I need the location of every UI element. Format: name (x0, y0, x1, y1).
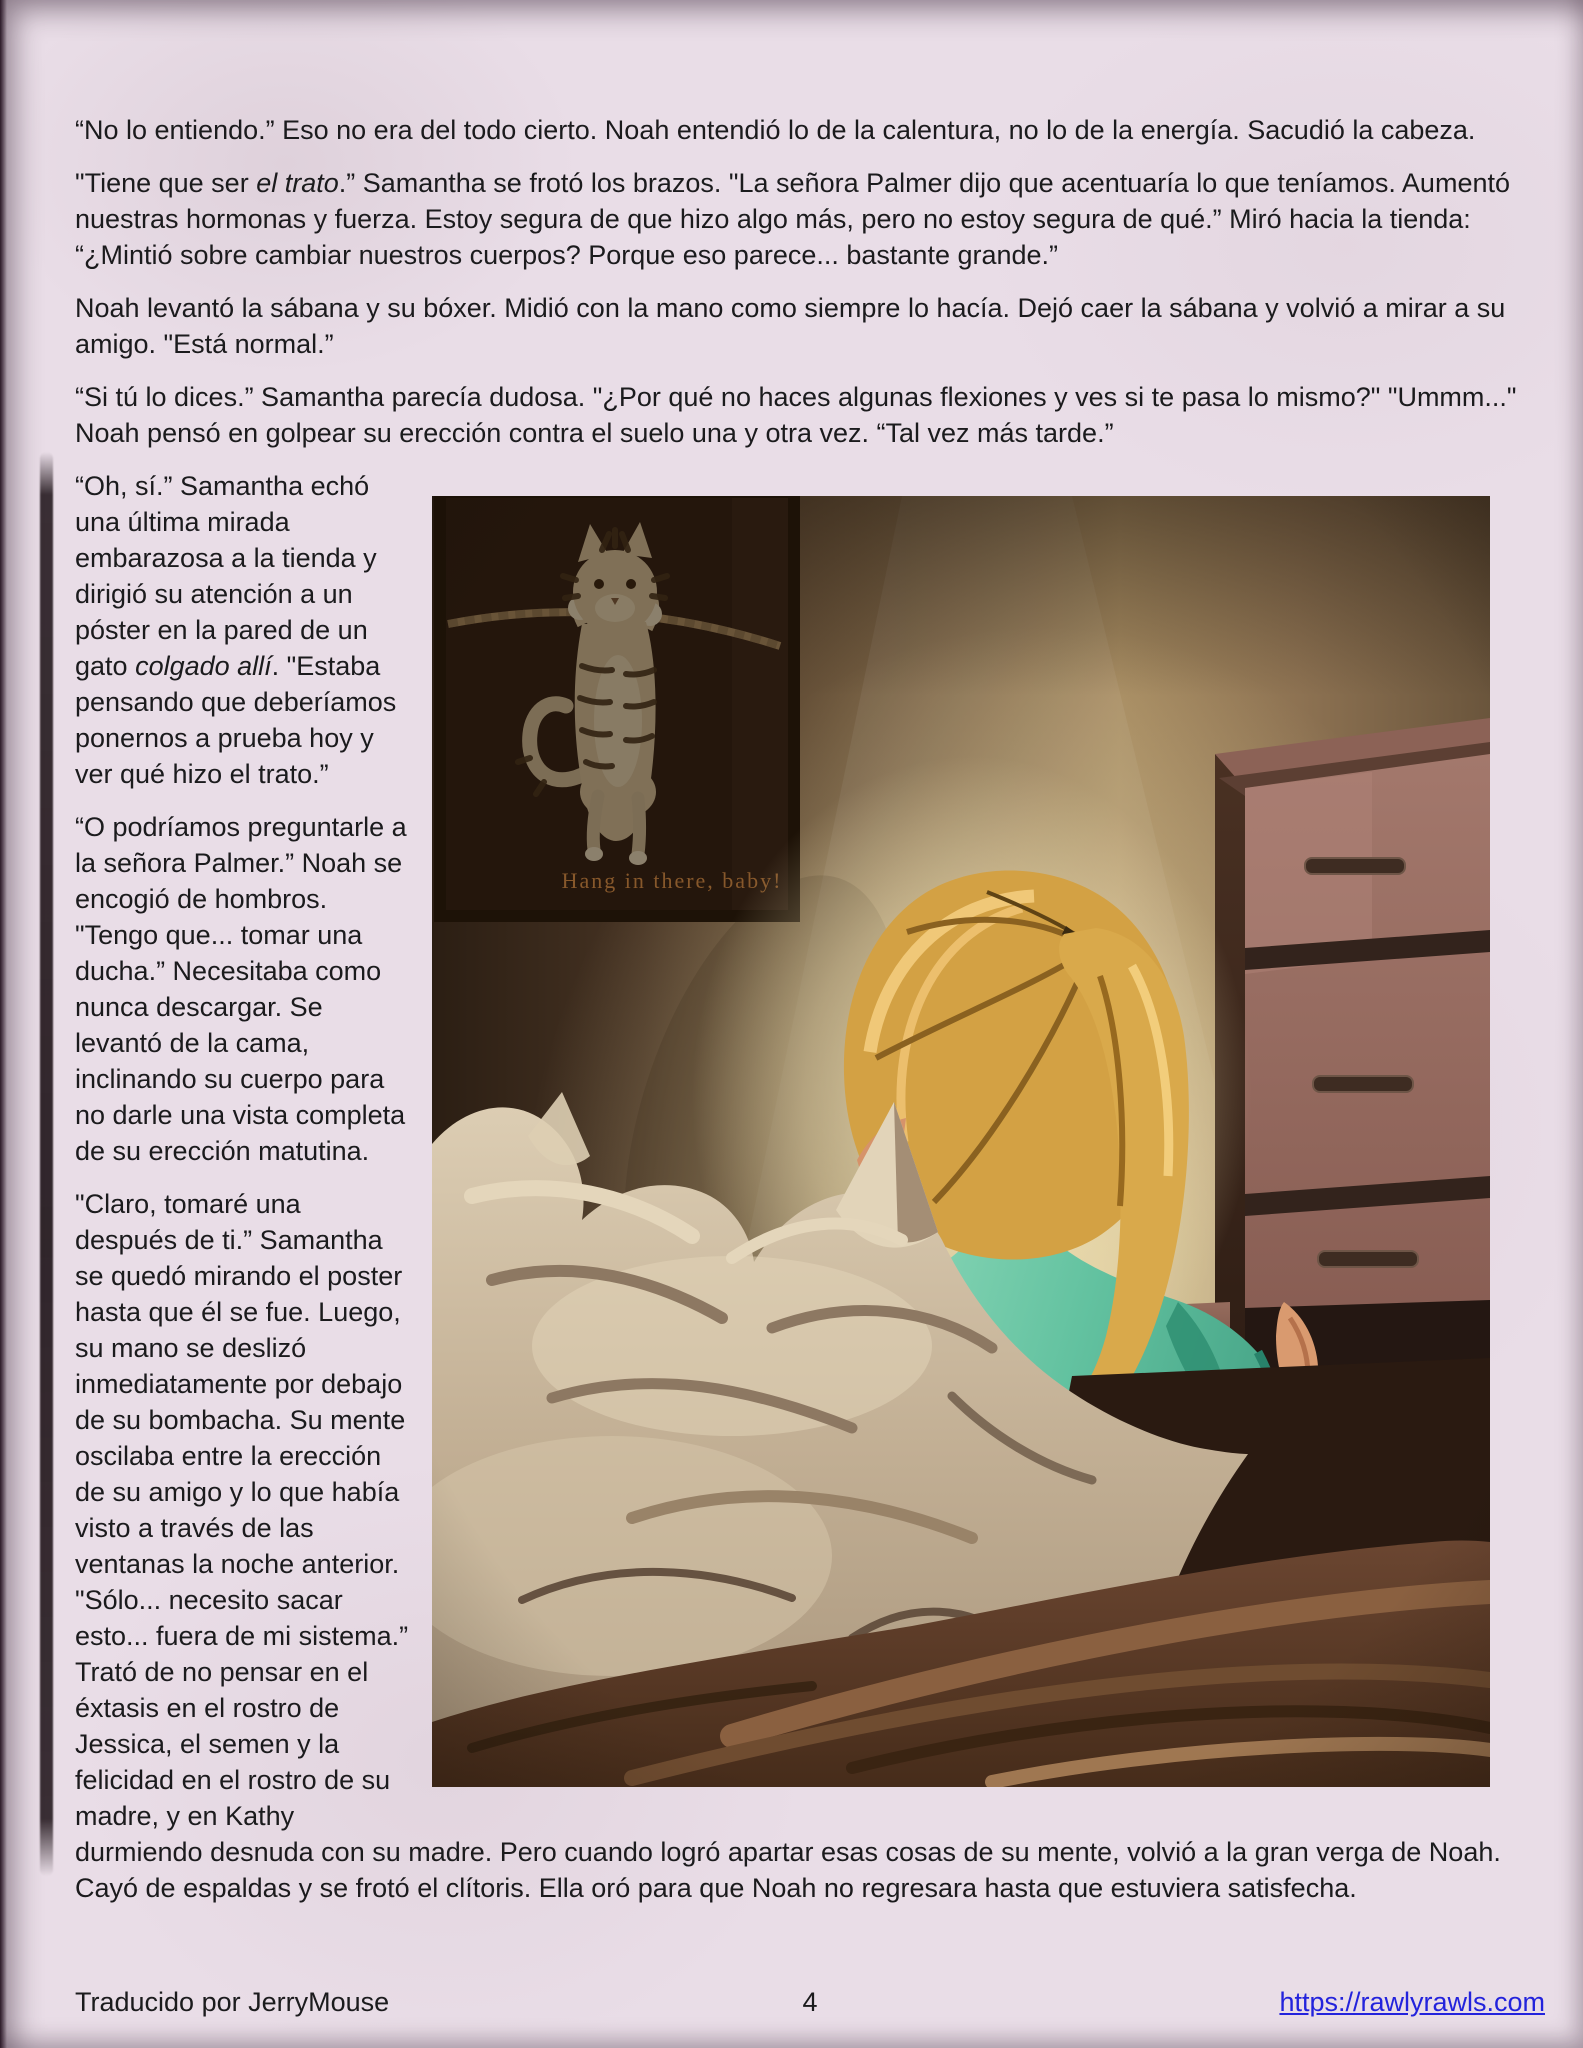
vignette-overlay (432, 496, 1490, 1787)
paragraph-text: "Claro, tomaré una después de ti.” Samantha se quedó mirando el poster hasta que él se fue. Luego, su mano se deslizó inmediatamente por debajo de su bombacha. Su mente oscilaba entre la erección de su amigo y lo que había visto a través de las ventanas la noche anterior. "Sólo... necesito sacar esto... fuera de mi sistema.” Trató de no pensar en el éxtasis en el rostro de Jessica, el semen y la felicidad en el rostro de su madre, y en Kathy durmiendo desnuda con su madre. Pero cuando logró apartar esas cosas de su mente, volvió a la gran verga de Noah. Cayó de espaldas y se frotó el clítoris. Ella oró para que Noah no regresara hasta que estuviera satisfecha. (75, 1189, 1501, 1903)
page-number: 4 (802, 1987, 818, 2017)
paragraph-text: "Tiene que ser (75, 168, 257, 198)
story-paragraph (75, 112, 1545, 148)
paragraph-text: “No lo entiendo.” Eso no era del todo cierto. Noah entendió lo de la calentura, no lo de la energía. Sacudió la cabeza. (75, 115, 1476, 145)
page-left-edge (0, 0, 7, 2048)
story-text (75, 112, 1545, 1923)
paragraph-text: Noah levantó la sábana y su bóxer. Midió con la mano como siempre lo hacía. Dejó caer la sábana y volvió a mirar a su amigo. "Está normal.” (75, 293, 1506, 359)
page-crease-shadow (40, 452, 53, 1876)
story-paragraph (75, 290, 1545, 362)
paragraph-text: “Si tú lo dices.” Samantha parecía dudosa. "¿Por qué no haces algunas flexiones y ves si te pasa lo mismo?" "Ummm..." Noah pensó en golpear su erección contra el suelo una y otra vez. “Tal vez más tarde.” (75, 382, 1517, 448)
paragraph-text: .” Samantha se frotó los brazos. "La señora Palmer dijo que acentuaría lo que teníamos. Aumentó nuestras hormonas y fuerza. Estoy segura de que hizo algo más, pero no estoy segura de qué.” Miró hacia la tienda: “¿Mintió sobre cambiar nuestros cuerpos? Porque eso parece... bastante grande.” (75, 168, 1510, 270)
story-paragraph (75, 379, 1545, 451)
page-footer (75, 1984, 1545, 2024)
paragraph-text: . "Estaba pensando que deberíamos ponernos a prueba hoy y ver qué hizo el trato.” (75, 651, 397, 789)
bedroom-illustration (432, 496, 1490, 1787)
translator-credit: Traducido por JerryMouse (75, 1987, 390, 2017)
story-paragraph (75, 165, 1545, 273)
paragraph-text: “O podríamos preguntarle a la señora Palmer.” Noah se encogió de hombros. "Tengo que... tomar una ducha.” Necesitaba como nunca descargar. Se levantó de la cama, inclinando su cuerpo para no darle una vista completa de su erección matutina. (75, 812, 407, 1166)
italic-phrase: colgado allí (135, 651, 272, 681)
bedroom-illustration-art (432, 496, 1490, 1787)
paragraph-text: “Oh, sí.” Samantha echó una última mirada embarazosa a la tienda y dirigió su atención a un póster en la pared de un gato (75, 471, 377, 681)
site-link[interactable]: https://rawlyrawls.com (1279, 1987, 1545, 2017)
italic-phrase: el trato (256, 168, 339, 198)
